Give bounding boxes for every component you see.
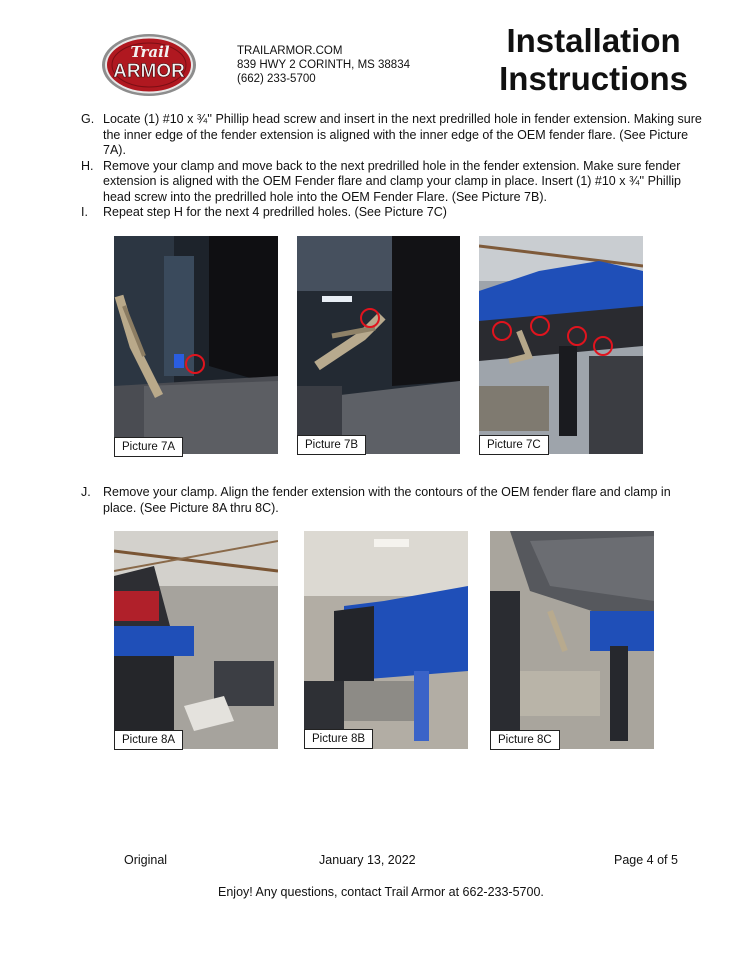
svg-text:Trail: Trail <box>130 43 170 61</box>
footer-date: January 13, 2022 <box>319 853 416 867</box>
step-i: I. Repeat step H for the next 4 predrilled holes. (See Picture 7C) <box>81 205 447 219</box>
picture-8c-caption: Picture 8C <box>490 730 560 750</box>
footer-contact: Enjoy! Any questions, contact Trail Armor at 662-233-5700. <box>218 885 544 899</box>
picture-7c-photo <box>479 236 643 454</box>
company-address: 839 HWY 2 CORINTH, MS 38834 <box>237 59 410 71</box>
footer-version: Original <box>124 853 168 867</box>
picture-7a-photo <box>114 236 278 454</box>
company-website: TRAILARMOR.COM <box>237 45 343 57</box>
company-info <box>237 44 410 86</box>
picture-7c-caption: Picture 7C <box>479 435 549 455</box>
step-list <box>78 112 703 221</box>
picture-8c-photo <box>490 531 654 749</box>
picture-8a-caption: Picture 8A <box>114 730 183 750</box>
picture-8b-photo <box>304 531 468 749</box>
company-phone: (662) 233-5700 <box>237 73 316 85</box>
step-j: J. Remove your clamp. Align the fender extension with the contours of the OEM fender flare and clamp in place. (See Picture 8A thru 8C). <box>81 485 671 515</box>
picture-7b-caption: Picture 7B <box>297 435 366 455</box>
step-h: H. Remove your clamp and move back to the next predrilled hole in the fender extension. Make sure fender extension is aligned with the OEM Fender flare and clamp your clamp in place. Insert (1) #10 x ¾'' Phillip head screw into the predrilled hole into the OEM Fender Flare. (See Picture 7B). <box>81 158 681 204</box>
page-title: Installation Instructions <box>499 22 688 97</box>
trail-armor-logo <box>100 32 198 98</box>
picture-7b-photo <box>297 236 460 454</box>
picture-7a-caption: Picture 7A <box>114 437 183 457</box>
step-g: G. Locate (1) #10 x ¾'' Phillip head screw and insert in the next predrilled hole in fender extension. Making sure the inner edge of the fender extension is aligned with the inner edge of the OEM fender flare. (See Picture 7A). <box>81 112 702 157</box>
picture-8b-caption: Picture 8B <box>304 729 373 749</box>
svg-text:ARMOR: ARMOR <box>113 61 185 82</box>
footer-page-number: Page 4 of 5 <box>614 853 678 867</box>
picture-8a-photo <box>114 531 278 749</box>
